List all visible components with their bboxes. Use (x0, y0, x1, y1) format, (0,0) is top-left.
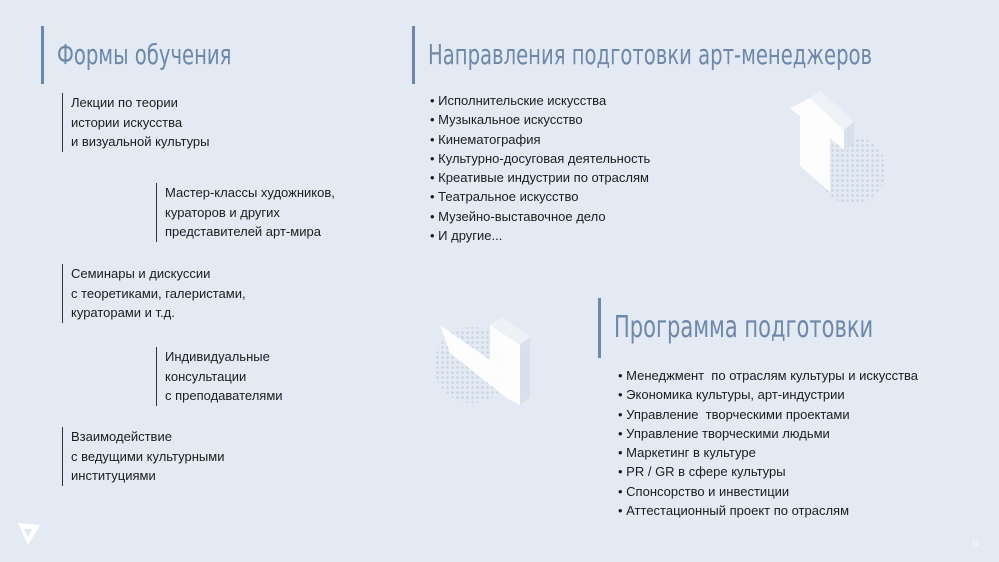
arrow-decoration-middle (430, 305, 555, 415)
form-item-line: с теоретиками, галеристами, (71, 285, 246, 301)
form-item-masterclasses (156, 183, 335, 242)
form-item-line: кураторов и других (165, 204, 280, 220)
forms-accent-bar (41, 26, 44, 84)
list-item: • Управление творческими проектами (618, 405, 918, 424)
form-item-consultations (156, 347, 283, 406)
list-item: • Управление творческими людьми (618, 424, 918, 443)
list-item: • Аттестационный проект по отраслям (618, 501, 918, 520)
arrow-decoration-top (770, 88, 890, 208)
form-item-seminars (62, 264, 246, 323)
form-item-line: Лекции по теории (71, 95, 178, 110)
list-item: • Исполнительские искусства (430, 91, 650, 110)
form-item-line: с ведущими культурными (71, 448, 225, 464)
form-item-lectures (62, 93, 210, 152)
program-list (618, 366, 918, 520)
list-item: • Экономика культуры, арт-индустрии (618, 385, 918, 404)
list-item: • Музейно-выставочное дело (430, 207, 650, 226)
form-item-line: истории искусства (71, 114, 183, 130)
program-title: Программа подготовки (614, 310, 874, 345)
form-item-line: Мастер-классы художников, (165, 185, 335, 200)
form-item-interaction (62, 427, 224, 486)
form-item-line: Индивидуальные (165, 349, 270, 364)
list-item: • Кинематография (430, 130, 650, 149)
list-item: • PR / GR в сфере культуры (618, 462, 918, 481)
form-item-line: представителей арт-мира (165, 224, 321, 239)
form-item-line: кураторами и т.д. (71, 305, 175, 320)
list-item: • Музыкальное искусство (430, 110, 650, 129)
form-item-line: Семинары и дискуссии (71, 266, 211, 281)
list-item: • Маркетинг в культуре (618, 443, 918, 462)
form-item-line: с преподавателями (165, 388, 283, 403)
list-item: • Театральное искусство (430, 187, 650, 206)
list-item: • Менеджмент по отраслям культуры и искусства (618, 366, 918, 385)
page-number: 11 (971, 541, 979, 548)
list-item: • Культурно-досуговая деятельность (430, 149, 650, 168)
form-item-line: Взаимодействие (71, 429, 172, 444)
list-item: • Креативые индустрии по отраслям (430, 168, 650, 187)
form-item-line: институциями (71, 468, 156, 483)
list-item: • Спонсорство и инвестиции (618, 482, 918, 501)
directions-list (430, 91, 650, 245)
directions-accent-bar (412, 26, 415, 84)
form-item-line: и визуальной культуры (71, 134, 210, 149)
logo-icon (14, 519, 44, 549)
list-item: • И другие... (430, 226, 650, 245)
program-accent-bar (598, 298, 601, 358)
directions-title: Направления подготовки арт-менеджеров (428, 38, 873, 71)
forms-title: Формы обучения (57, 38, 232, 71)
form-item-line: консультации (165, 368, 247, 384)
